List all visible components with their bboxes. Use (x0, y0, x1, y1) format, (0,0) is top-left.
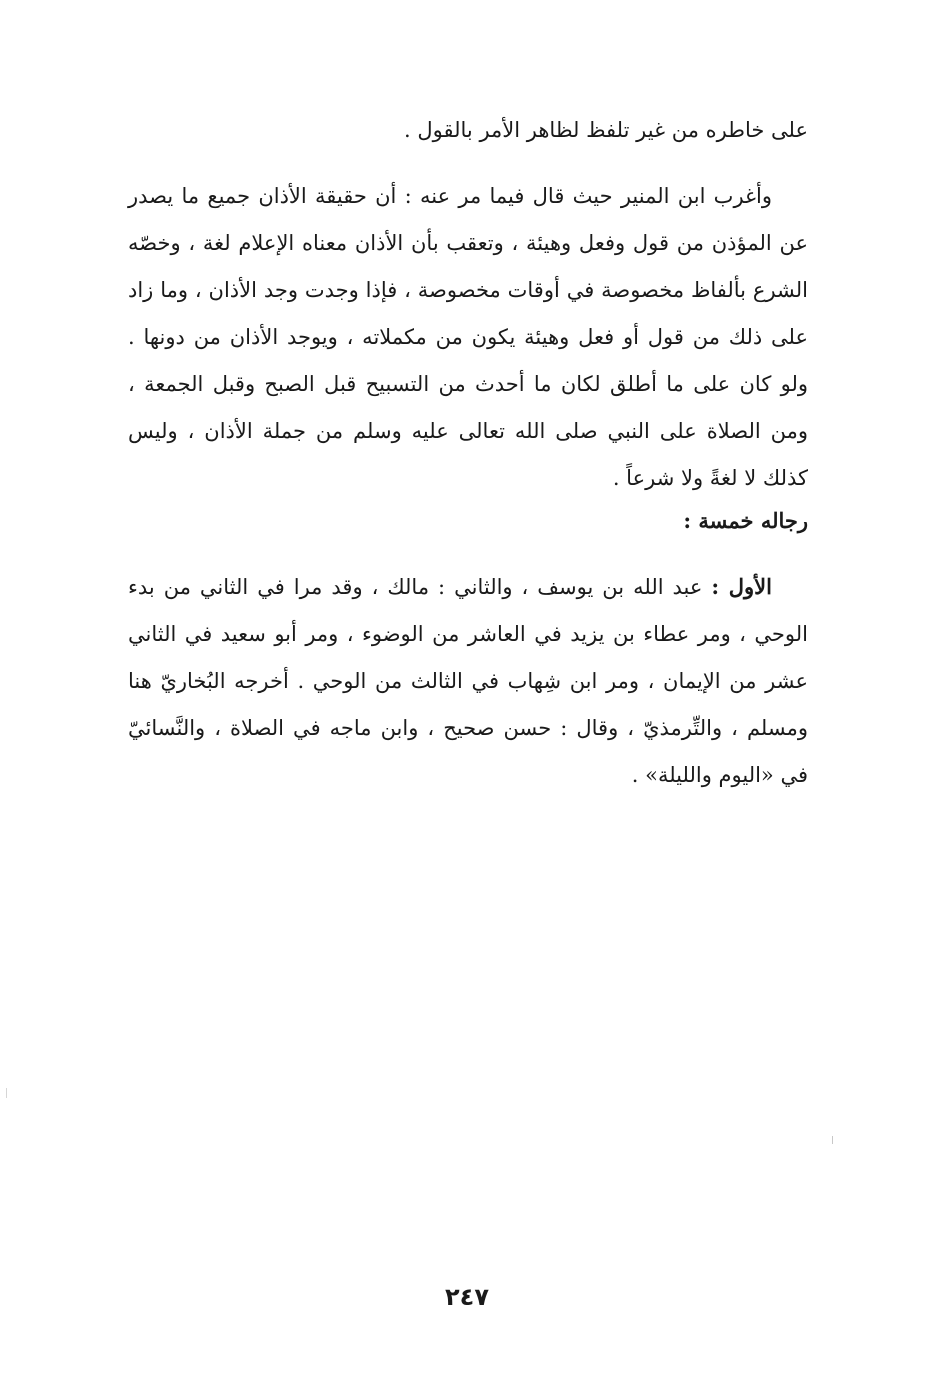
paragraph-narrators-body: عبد الله بن يوسف ، والثاني : مالك ، وقد مرا في الثاني من بدء الوحي ، ومر عطاء بن يزيد في العاشر من الوضوء ، ومر أبو سعيد في الثاني عشر من الإيمان ، ومر ابن شِهاب في الثالث من الوحي . أخرجه البُخاريّ هنا ومسلم ، والتِّرمذيّ ، وقال : حسن صحيح ، وابن ماجه في الصلاة ، والنَّسائيّ في «اليوم والليلة» . (128, 575, 808, 787)
scan-artifact (6, 1088, 7, 1098)
section-heading-narrators: رجاله خمسة : (683, 508, 808, 533)
paragraph-lead-word: الأول : (711, 574, 772, 599)
page-number: ٢٤٧ (445, 1283, 489, 1311)
paragraph-narrators (128, 563, 808, 799)
paragraph-continuation: على خاطره من غير تلفظ لظاهر الأمر بالقول . (404, 118, 808, 142)
scan-artifact (832, 1136, 833, 1144)
paragraph-ibn-munir: وأغرب ابن المنير حيث قال فيما مر عنه : أن حقيقة الأذان جميع ما يصدر عن المؤذن من قول وفعل وهيئة ، وتعقب بأن الأذان معناه الإعلام لغة ، وخصّه الشرع بألفاظ مخصوصة في أوقات مخصوصة ، فإذا وجدت وجد الأذان ، وما زاد على ذلك من قول أو فعل وهيئة يكون من مكملاته ، ويوجد الأذان من دونها . ولو كان على ما أطلق لكان ما أحدث من التسبيح قبل الصبح وقبل الجمعة ، ومن الصلاة على النبي صلى الله تعالى عليه وسلم من جملة الأذان ، وليس كذلك لا لغةً ولا شرعاً . (128, 184, 808, 490)
